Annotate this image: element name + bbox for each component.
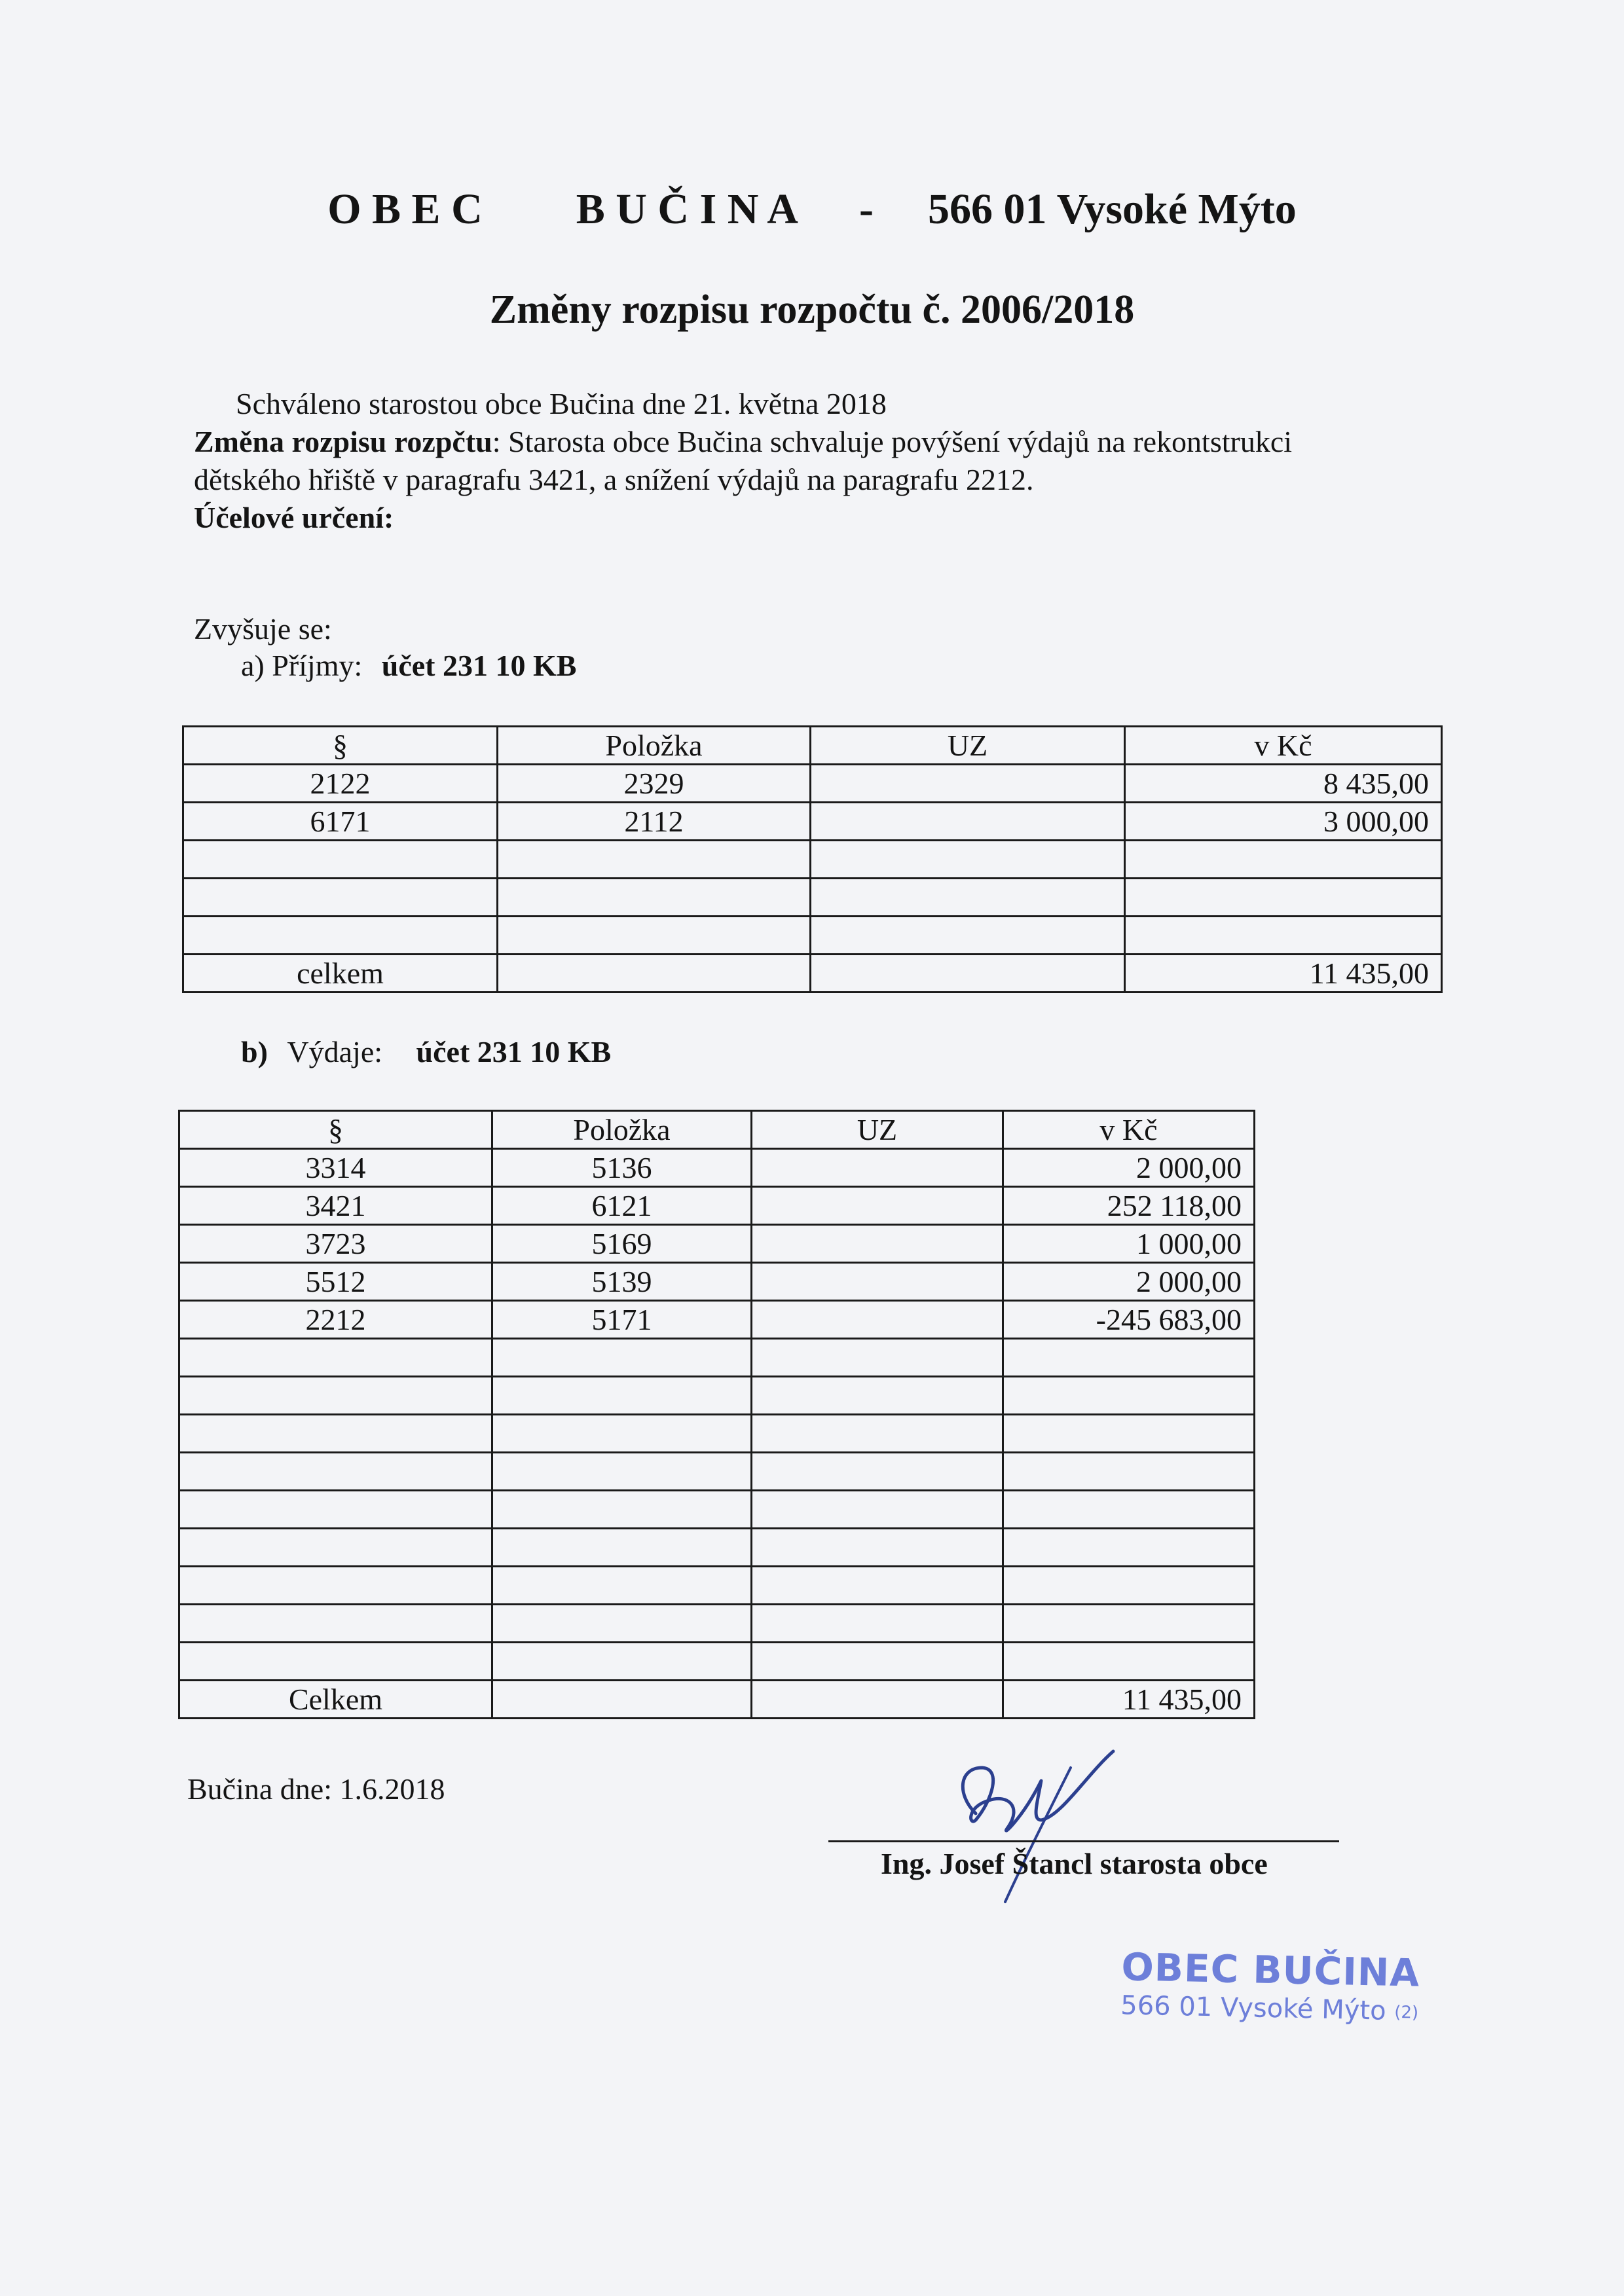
stamp-address: 566 01 Vysoké Mýto — [1120, 1990, 1387, 2026]
item-cell — [498, 879, 811, 917]
uz-cell — [752, 1149, 1003, 1187]
table-row — [179, 1301, 1255, 1339]
item-cell — [492, 1415, 752, 1453]
uz-cell — [752, 1301, 1003, 1339]
item-cell: 6121 — [492, 1187, 752, 1225]
item-cell: 5136 — [492, 1149, 752, 1187]
paragraph-cell: 3314 — [179, 1149, 492, 1187]
amount-cell: 2 000,00 — [1003, 1263, 1255, 1301]
expenses-col-paragraph: § — [179, 1111, 492, 1149]
paragraph-cell — [179, 1605, 492, 1643]
amount-cell — [1003, 1605, 1255, 1643]
amount-cell: 252 118,00 — [1003, 1187, 1255, 1225]
paragraph-cell — [179, 1339, 492, 1377]
paragraph-cell: 3723 — [179, 1225, 492, 1263]
signature-line — [828, 1840, 1339, 1842]
item-cell — [498, 841, 811, 879]
amount-cell — [1003, 1643, 1255, 1681]
empty-cell — [498, 955, 811, 993]
uz-cell — [752, 1643, 1003, 1681]
uz-cell — [752, 1225, 1003, 1263]
item-cell: 5139 — [492, 1263, 752, 1301]
table-row — [179, 1225, 1255, 1263]
signatory: Ing. Josef Štancl starosta obce — [881, 1847, 1268, 1880]
paragraph-cell: 2212 — [179, 1301, 492, 1339]
amount-cell — [1003, 1415, 1255, 1453]
expenses-table — [178, 1110, 1255, 1719]
item-cell: 5169 — [492, 1225, 752, 1263]
income-account: účet 231 10 KB — [381, 649, 577, 682]
amount-cell: 8 435,00 — [1125, 765, 1442, 803]
income-table — [182, 725, 1443, 993]
table-row — [179, 1529, 1255, 1567]
table-row — [179, 1263, 1255, 1301]
amount-cell — [1125, 879, 1442, 917]
uz-cell — [811, 841, 1125, 879]
item-cell — [498, 917, 811, 955]
uz-cell — [811, 879, 1125, 917]
table-row — [183, 765, 1442, 803]
item-cell — [492, 1339, 752, 1377]
paragraph-cell — [179, 1491, 492, 1529]
table-row — [183, 917, 1442, 955]
item-cell — [492, 1491, 752, 1529]
uz-cell — [752, 1377, 1003, 1415]
item-cell — [492, 1529, 752, 1567]
paragraph-cell: 5512 — [179, 1263, 492, 1301]
table-row — [179, 1643, 1255, 1681]
paragraph-cell: 2122 — [183, 765, 498, 803]
uz-cell — [752, 1491, 1003, 1529]
income-prefix: a) Příjmy: — [241, 649, 363, 682]
expenses-col-item: Položka — [492, 1111, 752, 1149]
purpose-label: Účelové určení: — [194, 501, 394, 534]
increase-label: Zvyšuje se: — [194, 612, 332, 646]
amount-cell — [1003, 1491, 1255, 1529]
uz-cell — [811, 765, 1125, 803]
amount-cell: 2 000,00 — [1003, 1149, 1255, 1187]
paragraph-cell — [179, 1529, 492, 1567]
expenses-label: Výdaje: — [287, 1035, 383, 1068]
paragraph-cell — [183, 917, 498, 955]
uz-cell — [752, 1453, 1003, 1491]
amount-cell — [1003, 1453, 1255, 1491]
item-cell: 2329 — [498, 765, 811, 803]
paragraph-cell: 6171 — [183, 803, 498, 841]
paragraph-cell — [183, 879, 498, 917]
change-text-2: dětského hřiště v paragrafu 3421, a snížení výdajů na paragrafu 2212. — [194, 463, 1034, 496]
uz-cell — [811, 803, 1125, 841]
amount-cell — [1125, 841, 1442, 879]
amount-cell — [1003, 1339, 1255, 1377]
header-dash: - — [858, 185, 874, 233]
header-name: B U Č I N A — [576, 185, 798, 233]
signature-icon — [930, 1728, 1146, 1912]
paragraph-cell — [179, 1643, 492, 1681]
uz-cell — [811, 917, 1125, 955]
item-cell — [492, 1567, 752, 1605]
document-title: Změny rozpisu rozpočtu č. 2006/2018 — [489, 287, 1135, 332]
amount-cell — [1003, 1567, 1255, 1605]
item-cell — [492, 1605, 752, 1643]
table-row — [179, 1491, 1255, 1529]
item-cell: 5171 — [492, 1301, 752, 1339]
uz-cell — [752, 1567, 1003, 1605]
paragraph-cell — [179, 1415, 492, 1453]
item-cell — [492, 1453, 752, 1491]
table-row — [179, 1187, 1255, 1225]
uz-cell — [752, 1415, 1003, 1453]
expenses-col-uz: UZ — [752, 1111, 1003, 1149]
header-address: 566 01 Vysoké Mýto — [927, 185, 1297, 233]
stamp-mark: (2) — [1393, 2002, 1419, 2023]
stamp-line-2 — [1120, 1990, 1420, 2027]
table-row — [179, 1415, 1255, 1453]
paragraph-cell — [183, 841, 498, 879]
table-row — [179, 1149, 1255, 1187]
income-col-item: Položka — [498, 727, 811, 765]
income-total-row — [183, 955, 1442, 993]
expenses-heading — [241, 1034, 611, 1069]
item-cell: 2112 — [498, 803, 811, 841]
uz-cell — [752, 1263, 1003, 1301]
total-label: celkem — [183, 955, 498, 993]
municipality-stamp — [1120, 1944, 1420, 2027]
paragraph-cell — [179, 1567, 492, 1605]
total-value: 11 435,00 — [1125, 955, 1442, 993]
income-heading — [241, 648, 576, 683]
approved-line: Schváleno starostou obce Bučina dne 21. května 2018 — [236, 387, 887, 420]
table-row — [179, 1605, 1255, 1643]
table-row — [179, 1567, 1255, 1605]
expenses-col-amount: v Kč — [1003, 1111, 1255, 1149]
change-line — [194, 424, 1292, 459]
expenses-total-row — [179, 1681, 1255, 1719]
paragraph-cell — [179, 1377, 492, 1415]
uz-cell — [752, 1529, 1003, 1567]
amount-cell: 3 000,00 — [1125, 803, 1442, 841]
uz-cell — [752, 1605, 1003, 1643]
amount-cell: 1 000,00 — [1003, 1225, 1255, 1263]
expenses-header-row — [179, 1111, 1255, 1149]
table-row — [179, 1453, 1255, 1491]
paragraph-cell: 3421 — [179, 1187, 492, 1225]
table-row — [179, 1377, 1255, 1415]
uz-cell — [752, 1339, 1003, 1377]
income-header-row — [183, 727, 1442, 765]
empty-cell — [492, 1681, 752, 1719]
amount-cell: -245 683,00 — [1003, 1301, 1255, 1339]
expenses-account: účet 231 10 KB — [416, 1035, 612, 1068]
amount-cell — [1003, 1377, 1255, 1415]
total-value: 11 435,00 — [1003, 1681, 1255, 1719]
uz-cell — [752, 1187, 1003, 1225]
stamp-line-1: OBEC BUČINA — [1120, 1944, 1420, 1995]
expenses-prefix: b) — [241, 1035, 268, 1068]
total-label: Celkem — [179, 1681, 492, 1719]
municipality-header — [0, 185, 1624, 234]
date-line: Bučina dne: 1.6.2018 — [187, 1772, 445, 1806]
income-col-uz: UZ — [811, 727, 1125, 765]
paragraph-cell — [179, 1453, 492, 1491]
table-row — [183, 879, 1442, 917]
item-cell — [492, 1377, 752, 1415]
income-col-paragraph: § — [183, 727, 498, 765]
empty-cell — [811, 955, 1125, 993]
amount-cell — [1003, 1529, 1255, 1567]
table-row — [183, 803, 1442, 841]
table-row — [179, 1339, 1255, 1377]
item-cell — [492, 1643, 752, 1681]
table-row — [183, 841, 1442, 879]
empty-cell — [752, 1681, 1003, 1719]
change-label: Změna rozpisu rozpčtu — [194, 425, 492, 458]
change-text-1: : Starosta obce Bučina schvaluje povýšení výdajů na rekontstrukci — [492, 425, 1293, 458]
header-obec: O B E C — [327, 185, 483, 233]
income-col-amount: v Kč — [1125, 727, 1442, 765]
amount-cell — [1125, 917, 1442, 955]
